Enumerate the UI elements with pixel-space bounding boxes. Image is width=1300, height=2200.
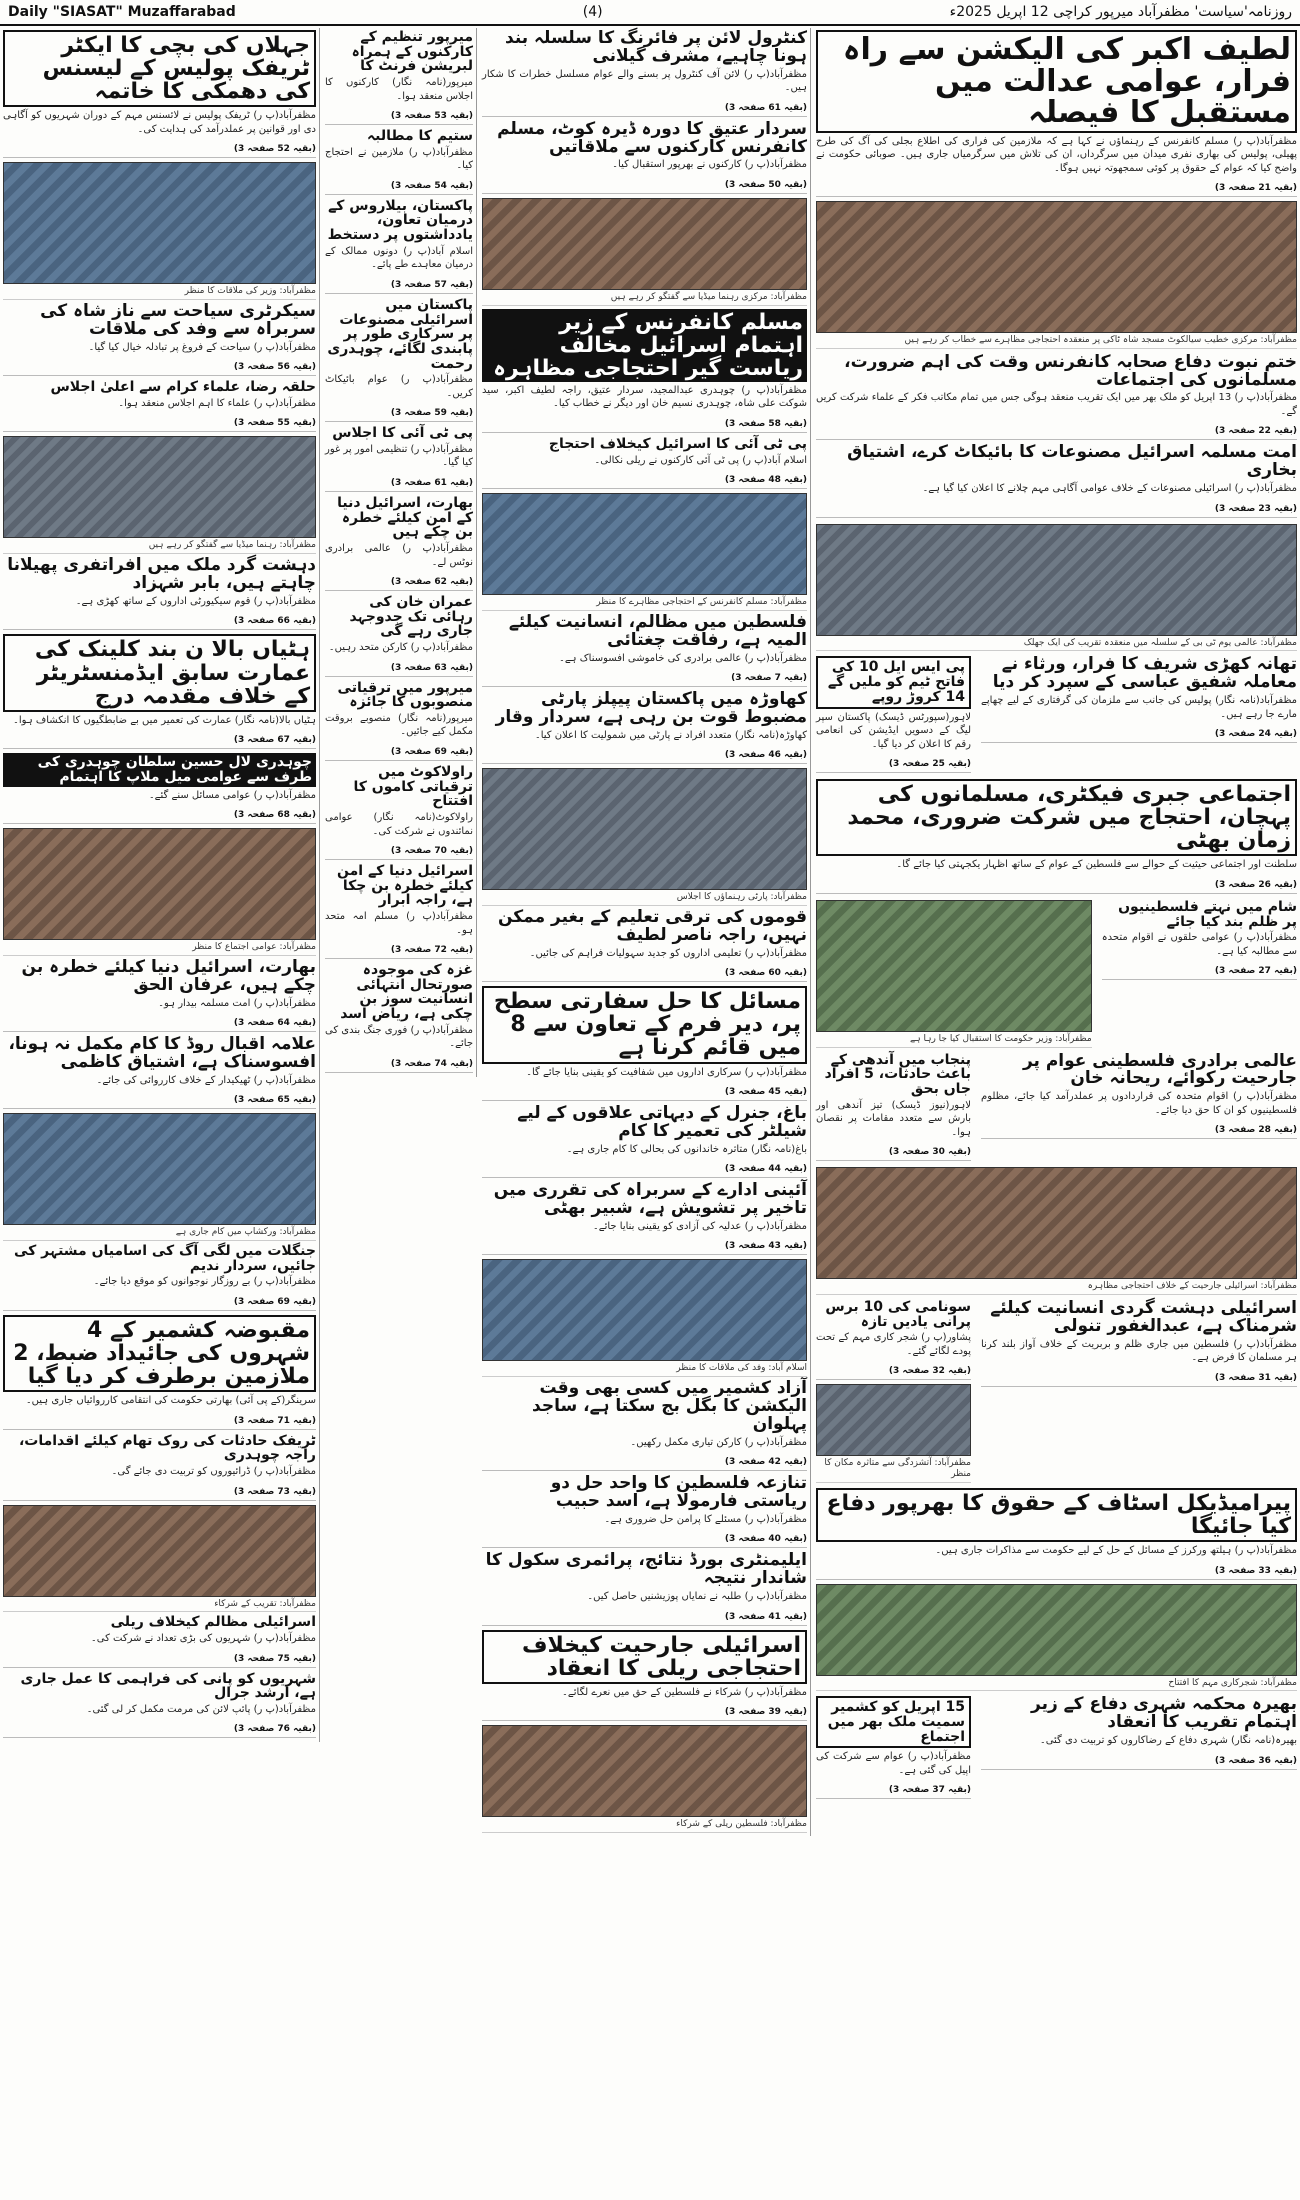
story-body: مظفرآباد(پ ر) سرکاری اداروں میں شفافیت کو یقینی بنایا جائے گا۔ <box>526 1066 807 1078</box>
continuation: (بقیہ 42 صفحہ 3) <box>724 1457 807 1468</box>
masthead-title: Daily "SIASAT" Muzaffarabad <box>8 4 236 20</box>
column-center-left <box>322 28 477 1077</box>
story-body: مظفرآباد(پ ر) 13 اپریل کو ملک بھر میں ایک تقریب منعقد ہوگی جس میں تمام مکاتب فکر کے علماء شرکت کریں گے۔ <box>816 392 1298 417</box>
photo-crowd <box>816 201 1297 333</box>
continuation: (بقیہ 74 صفحہ 3) <box>390 1058 473 1069</box>
continuation: (بقیہ 65 صفحہ 3) <box>233 1095 316 1106</box>
photo-burned-house <box>816 1384 971 1456</box>
story <box>3 1672 316 1739</box>
story <box>3 1434 316 1501</box>
story-body: مظفرآباد(پ ر) تعلیمی اداروں کو جدید سہولیات فراہم کی جائیں۔ <box>529 947 807 959</box>
story <box>3 1036 316 1109</box>
photo-caption: مظفرآباد: تقریب کے شرکاء <box>3 1599 316 1613</box>
story <box>816 779 1297 894</box>
story-body: مظفرآباد(پ ر) عوامی مسائل سنے گئے۔ <box>148 789 316 801</box>
story-body: پشاور(پ ر) شجر کاری مہم کے تحت پودے لگائے گئے۔ <box>816 1332 971 1357</box>
story-body: میرپور(نامہ نگار) کارکنوں کا اجلاس منعقد ہوا۔ <box>325 77 473 102</box>
photo-caption: مظفرآباد: اسرائیلی جارحیت کے خلاف احتجاجی مظاہرہ <box>816 1281 1297 1295</box>
continuation: (بقیہ 44 صفحہ 3) <box>724 1164 807 1175</box>
story <box>981 1050 1297 1140</box>
continuation: (بقیہ 76 صفحہ 3) <box>233 1724 316 1735</box>
story <box>325 298 473 422</box>
photo-protest-crowd <box>482 493 807 595</box>
story-body: مظفرآباد(پ ر) ملازمین نے احتجاج کیا۔ <box>325 146 473 172</box>
story <box>816 1300 971 1380</box>
story <box>482 1380 807 1471</box>
headline: ٹریفک حادثات کی روک تھام کیلئے اقدامات، راجہ چوہدری <box>18 1432 316 1464</box>
headline: باغ، جنرل کے دیہاتی علاقوں کے لیے شیلٹر کی تعمیر کا کام <box>517 1103 807 1141</box>
story-body: مظفرآباد(پ ر) کارکنوں نے بھرپور استقبال کیا۔ <box>612 159 807 171</box>
photo-caption: مظفرآباد: مرکزی خطیب سیالکوٹ مسجد شاہ ٹاکی پر منعقدہ احتجاجی مظاہرے سے خطاب کر رہے ہیں <box>816 335 1297 349</box>
headline: اسرائیلی جارحیت کیخلاف احتجاجی ریلی کا انعقاد <box>482 1630 807 1684</box>
story <box>3 956 316 1032</box>
story-body: مظفرآباد(پ ر) عالمی برادری نوٹس لے۔ <box>325 543 473 568</box>
story <box>3 753 316 824</box>
headline: دہشت گرد ملک میں افراتفری پھیلانا چاہتے ہیں، بابر شہزاد <box>7 555 316 594</box>
story <box>482 909 807 982</box>
story-body: لاہور(نیوز ڈیسک) تیز آندھی اور بارش سے متعدد مقامات پر نقصان ہوا۔ <box>816 1099 971 1138</box>
headline: امت مسلمہ اسرائیل مصنوعات کا بائیکاٹ کرے، اشتیاق بخاری <box>847 442 1297 481</box>
continuation: (بقیہ 23 صفحہ 3) <box>1214 503 1297 514</box>
story <box>482 1182 807 1255</box>
continuation: (بقیہ 61 صفحہ 3) <box>390 477 473 488</box>
story-body: مظفرآباد(پ ر) بے روزگار نوجوانوں کو موقع دیا جائے۔ <box>93 1276 316 1288</box>
headline: کنٹرول لائن پر فائرنگ کا سلسلہ بند ہونا چاہیے، مشرف گیلانی <box>505 28 807 66</box>
continuation: (بقیہ 60 صفحہ 3) <box>724 968 807 979</box>
photo-office-meeting <box>3 162 316 284</box>
continuation: (بقیہ 73 صفحہ 3) <box>233 1486 316 1497</box>
continuation: (بقیہ 26 صفحہ 3) <box>1214 879 1297 890</box>
story-body: سرینگر(کے پی آئی) بھارتی حکومت کی انتقامی کارروائیاں جاری ہیں۔ <box>25 1395 316 1407</box>
continuation: (بقیہ 30 صفحہ 3) <box>888 1147 971 1158</box>
continuation: (بقیہ 69 صفحہ 3) <box>390 746 473 757</box>
story-body: ہٹیاں بالا(نامہ نگار) عمارت کی تعمیر میں بے ضابطگیوں کا انکشاف ہوا۔ <box>13 714 316 726</box>
continuation: (بقیہ 46 صفحہ 3) <box>724 750 807 761</box>
headline: میرپور تنظیم کے کارکنوں کے ہمراہ لبریشن فرنٹ کا <box>351 29 473 75</box>
story <box>482 1552 807 1625</box>
continuation: (بقیہ 32 صفحہ 3) <box>888 1366 971 1377</box>
story-body: مظفرآباد(پ ر) کارکن متحد رہیں۔ <box>328 642 473 654</box>
continuation: (بقیہ 70 صفحہ 3) <box>390 846 473 856</box>
story-body: مظفرآباد(پ ر) فلسطین میں جاری ظلم و بربریت کے خلاف آواز بلند کرنا ہر مسلمان کا فرض ہے۔ <box>981 1338 1297 1364</box>
photo-caption: مظفرآباد: پارٹی رہنماؤں کا اجلاس <box>482 892 807 906</box>
headline: پیرامیڈیکل اسٹاف کے حقوق کا بھرپور دفاع کیا جائیگا <box>816 1488 1297 1542</box>
headline: چوہدری لال حسین سلطان چوہدری کی طرف سے عوامی میل ملاپ کا اہتمام <box>3 753 316 786</box>
story <box>482 1630 807 1722</box>
story <box>325 963 473 1073</box>
photo-caption: مظفرآباد: وزیر حکومت کا استقبال کیا جا رہا ہے <box>816 1034 1092 1048</box>
story-body: مظفرآباد(پ ر) کارکن تیاری مکمل رکھیں۔ <box>630 1436 807 1448</box>
story <box>482 691 807 764</box>
continuation: (بقیہ 27 صفحہ 3) <box>1214 966 1297 977</box>
headline: پاکستان، بیلاروس کے درمیان تعاون، یادداشتوں پر دستخط <box>327 197 473 244</box>
continuation: (بقیہ 25 صفحہ 3) <box>888 759 971 770</box>
headline: جہلاں کی بچی کا ایکٹر ٹریفک پولیس کے لیسنس کی دھمکی کا خاتمہ <box>3 30 316 107</box>
continuation: (بقیہ 71 صفحہ 3) <box>233 1415 316 1426</box>
headline: اسرائیل دنیا کے امن کیلئے خطرہ بن چکا ہے، راجہ ابرار <box>337 863 473 909</box>
continuation: (بقیہ 57 صفحہ 3) <box>390 279 473 290</box>
continuation: (بقیہ 58 صفحہ 3) <box>724 418 807 429</box>
photo-caption: مظفرآباد: ورکشاپ میں کام جاری ہے <box>3 1227 316 1241</box>
headline: سردار عتیق کا دورہ ڈیرہ کوٹ، مسلم کانفرنس کارکنوں سے ملاقاتیں <box>497 118 807 157</box>
story-body: مظفرآباد(پ ر) شہریوں کی بڑی تعداد نے شرکت کی۔ <box>90 1633 316 1645</box>
headline: مسلم کانفرنس کے زیر اہتمام اسرائیل مخالف ریاست گیر احتجاجی مظاہرہ <box>482 309 807 382</box>
photo-caption: مظفرآباد: مسلم کانفرنس کے احتجاجی مظاہرے کا منظر <box>482 597 807 611</box>
story-body: مظفرآباد(پ ر) ہیلتھ ورکرز کے مسائل کے حل کے لیے حکومت سے مذاکرات جاری ہیں۔ <box>935 1545 1297 1557</box>
story <box>482 437 807 489</box>
headline: مقبوضہ کشمیر کے 4 شہروں کی جائیداد ضبط، 2 ملازمین برطرف کر دیا گیا <box>3 1315 316 1392</box>
story-body: مظفرآباد(پ ر) اقوام متحدہ کی قراردادوں پر عملدرآمد کیا جائے، مظلوم فلسطینیوں کو ان کا حق دیا جائے۔ <box>981 1091 1297 1116</box>
continuation: (بقیہ 33 صفحہ 3) <box>1214 1565 1297 1576</box>
headline: تنازعہ فلسطین کا واحد حل دو ریاستی فارمولا ہے، اسد حبیب <box>550 1473 807 1512</box>
headline: پی ٹی آئی کا اجلاس <box>332 425 473 442</box>
headline: شام میں نہتے فلسطینیوں پر ظلم بند کیا جائے <box>1118 898 1297 930</box>
photo-party-meeting <box>482 768 807 890</box>
story <box>981 656 1297 743</box>
continuation: (بقیہ 41 صفحہ 3) <box>724 1611 807 1622</box>
headline: پی ایس ایل 10 کی فاتح ٹیم کو ملیں گے 14 کروڑ روپے <box>816 656 971 708</box>
story <box>981 1297 1297 1387</box>
continuation: (بقیہ 75 صفحہ 3) <box>233 1653 316 1664</box>
headline: کھاوڑہ میں پاکستان پیپلز پارٹی مضبوط قوت بن رہی ہے، سردار وقار <box>495 689 807 727</box>
story-body: میرپور(نامہ نگار) منصوبے بروقت مکمل کیے جائیں۔ <box>325 712 473 738</box>
headline: میرپور میں ترقیاتی منصوبوں کا جائزہ <box>337 679 473 711</box>
story-body: مظفرآباد(پ ر) چوہدری عبدالمجید، سردار عتیق، راجہ لطیف اکبر، سید شوکت علی شاہ، چوہدری نسیم خان اور دیگر نے خطاب کیا۔ <box>482 384 807 410</box>
continuation: (بقیہ 31 صفحہ 3) <box>1214 1372 1297 1383</box>
photo-women-gathering <box>816 524 1297 636</box>
headline: بھیرہ محکمہ شہری دفاع کے زیر اہتمام تقریب کا انعقاد <box>1031 1694 1297 1733</box>
continuation: (بقیہ 54 صفحہ 3) <box>390 180 473 191</box>
continuation: (بقیہ 48 صفحہ 3) <box>724 475 807 486</box>
headline: بھارت، اسرائیل دنیا کیلئے خطرہ بن چکے ہیں، عرفان الحق <box>21 956 316 995</box>
column-center-right <box>479 28 811 1836</box>
headline: ختم نبوت دفاع صحابہ کانفرنس وقت کی اہم ضرورت، مسلمانوں کی اجتماعات <box>844 351 1297 390</box>
story <box>3 1244 316 1311</box>
story <box>1102 900 1297 980</box>
story <box>325 595 473 677</box>
headline: 15 اپریل کو کشمیر سمیت ملک بھر میں اجتماع <box>816 1696 971 1748</box>
headline: علامہ اقبال روڈ کا کام مکمل نہ ہونا، افسوسناک ہے، اشتیاق کاظمی <box>8 1034 316 1072</box>
headline: پاکستان میں اسرائیلی مصنوعات پر سرکاری طور پر پابندی لگائے، چوہدری رحمت <box>327 296 473 372</box>
story-body: اسلام آباد(پ ر) پی ٹی آئی کارکنوں نے ریلی نکالی۔ <box>594 454 807 466</box>
masthead-date: روزنامہ'سیاست' مظفرآباد میرپور کراچی 12 اپریل 2025ء <box>949 4 1292 20</box>
continuation: (بقیہ 40 صفحہ 3) <box>724 1534 807 1545</box>
continuation: (بقیہ 64 صفحہ 3) <box>233 1018 316 1029</box>
story <box>325 30 473 125</box>
story-body: مظفرآباد(پ ر) سیاحت کے فروغ پر تبادلہ خیال کیا گیا۔ <box>88 341 316 353</box>
continuation: (بقیہ 39 صفحہ 3) <box>724 1707 807 1718</box>
headline: فلسطین میں مظالم، انسانیت کیلئے المیہ ہے، رفاقت چغتائی <box>508 611 807 650</box>
continuation: (بقیہ 59 صفحہ 3) <box>390 408 473 419</box>
headline: پی ٹی آئی کا اسرائیل کیخلاف احتجاج <box>548 435 807 452</box>
lead-story <box>816 30 1297 197</box>
continuation: (بقیہ 37 صفحہ 3) <box>888 1785 971 1796</box>
photo-workshop <box>3 1113 316 1225</box>
continuation: (بقیہ 43 صفحہ 3) <box>724 1241 807 1252</box>
headline: بھارت، اسرائیل دنیا کے امن کیلئے خطرہ بن چکے ہیں <box>337 494 473 541</box>
story-body: مظفرآباد(پ ر) ٹھیکیدار کے خلاف کارروائی کی جائے۔ <box>96 1074 316 1086</box>
photo-caption: مظفرآباد: شجرکاری مہم کا افتتاح <box>816 1678 1297 1692</box>
photo-delegation <box>482 1259 807 1361</box>
continuation: (بقیہ 50 صفحہ 3) <box>724 179 807 190</box>
story-body: مظفرآباد(پ ر) عالمی برادری کی خاموشی افسوسناک ہے۔ <box>558 652 807 664</box>
story-body: مظفرآباد(پ ر) تنظیمی امور پر غور کیا گیا۔ <box>325 443 473 469</box>
story <box>3 1615 316 1667</box>
continuation: (بقیہ 53 صفحہ 3) <box>390 111 473 122</box>
story <box>325 681 473 761</box>
headline: شہریوں کو پانی کی فراہمی کا عمل جاری ہے، ارشد جرال <box>20 1670 316 1702</box>
photo-caption: مظفرآباد: وزیر کی ملاقات کا منظر <box>3 286 316 300</box>
story <box>3 1315 316 1430</box>
photo-caption: اسلام آباد: وفد کی ملاقات کا منظر <box>482 1363 807 1377</box>
story-body: مظفرآباد(پ ر) قوم سیکیورٹی اداروں کے ساتھ کھڑی ہے۔ <box>75 595 316 607</box>
story-body: مظفرآباد(پ ر) مسئلے کا پرامن حل ضروری ہے۔ <box>604 1513 807 1525</box>
story-body: مظفرآباد(پ ر) ٹریفک پولیس نے لائسنس مہم کے دوران شہریوں کو آگاہی دی اور قوانین پر عملدرآمد کی ہدایت کی۔ <box>3 110 316 135</box>
headline: اسرائیلی دہشت گردی انسانیت کیلئے شرمناک ہے، عبدالغفور تنولی <box>990 1297 1297 1336</box>
continuation: (بقیہ 68 صفحہ 3) <box>233 810 316 821</box>
continuation: (بقیہ 66 صفحہ 3) <box>233 616 316 627</box>
continuation: (بقیہ 45 صفحہ 3) <box>724 1087 807 1098</box>
headline: ایلیمنٹری بورڈ نتائج، پرائمری سکول کا شاندار نتیجہ <box>485 1550 807 1589</box>
story-body: راولاکوٹ(نامہ نگار) عوامی نمائندوں نے شرکت کی۔ <box>325 812 473 837</box>
continuation: (بقیہ 52 صفحہ 3) <box>233 144 316 155</box>
headline: غزہ کی موجودہ صورتحال انتہائی انسانیت سوز بن چکی ہے، ریاض اسد <box>340 962 473 1023</box>
continuation: (بقیہ 69 صفحہ 3) <box>233 1296 316 1307</box>
continuation: (بقیہ 21 صفحہ 3) <box>1214 183 1297 193</box>
continuation: (بقیہ 36 صفحہ 3) <box>1214 1755 1297 1766</box>
continuation: (بقیہ 56 صفحہ 3) <box>233 362 316 373</box>
story <box>816 1488 1297 1580</box>
headline: قوموں کی ترقی تعلیم کے بغیر ممکن نہیں، راجہ ناصر لطیف <box>497 907 807 945</box>
headline: راولاکوٹ میں ترقیاتی کاموں کا افتتاح <box>353 763 473 810</box>
headline: حلقہ رضا، علماء کرام سے اعلیٰ اجلاس <box>50 379 316 396</box>
story-body: مظفرآباد(پ ر) عدلیہ کی آزادی کو یقینی بنایا جائے۔ <box>592 1220 807 1232</box>
headline: تھانہ کھڑی شریف کا فرار، ورثاء نے معاملہ شفیق عباسی کے سپرد کر دیا <box>992 654 1297 693</box>
story <box>482 1475 807 1548</box>
story <box>325 426 473 492</box>
continuation: (بقیہ 63 صفحہ 3) <box>390 662 473 673</box>
story <box>981 1696 1297 1769</box>
photo-official-meeting <box>816 900 1092 1032</box>
story-body: بھیرہ(نامہ نگار) شہری دفاع کے رضاکاروں کو تربیت دی گئی۔ <box>1039 1735 1297 1747</box>
story <box>325 129 473 195</box>
story-body: مظفرآباد(پ ر) علماء کا اہم اجلاس منعقد ہوا۔ <box>118 397 316 409</box>
story-body: لاہور(سپورٹس ڈیسک) پاکستان سپر لیگ کے دسویں ایڈیشن کی انعامی رقم کا اعلان کر دیا گیا۔ <box>816 711 971 750</box>
headline: اسرائیلی مظالم کیخلاف ریلی <box>110 1614 316 1631</box>
story-body: مظفرآباد(پ ر) عوامی حلقوں نے اقوام متحدہ سے مطالبہ کیا ہے۔ <box>1101 932 1297 957</box>
story <box>816 1696 971 1799</box>
page-number: (4) <box>582 4 603 20</box>
headline: سیکرٹری سیاحت سے ناز شاہ کی سربراہ سے وفد کی ملاقات <box>40 301 316 339</box>
headline: اجتماعی جبری فیکٹری، مسلمانوں کی پہچان، احتجاج میں شرکت ضروری، محمد زمان بھٹی <box>816 779 1297 856</box>
continuation: (بقیہ 24 صفحہ 3) <box>1214 729 1297 740</box>
photo-caption: مظفرآباد: فلسطین ریلی کے شرکاء <box>482 1819 807 1833</box>
story-body: مظفرآباد(پ ر) مسلم کانفرنس کے رہنماؤں نے کہا ہے کہ ملازمین کی فراری کی اطلاع بجلی کی آگ کی طرح پھیلی، پولیس کی بھاری نفری میدان میں سرگرداں، ان کی تلاش میں سرگرمیاں جاری ہیں۔ صوبائی حکومت نے واضح کیا کہ عوام کے حقوق پر کوئی سمجھوتہ نہیں ہوگا۔ <box>816 135 1297 174</box>
story-body: مظفرآباد(پ ر) مسلم امہ متحد ہو۔ <box>325 911 473 936</box>
headline: لطیف اکبر کی الیکشن سے راہ فرار، عوامی عدالت میں مستقبل کا فیصلہ <box>816 30 1297 133</box>
story <box>482 986 807 1101</box>
continuation: (بقیہ 61 صفحہ 3) <box>724 102 807 113</box>
story-body: مظفرآباد(پ ر) اسرائیلی مصنوعات کے خلاف عوامی آگاہی مہم چلانے کا اعلان کیا گیا ہے۔ <box>922 483 1297 495</box>
story <box>325 199 473 294</box>
story-body: سلطنت اور اجتماعی حیثیت کے حوالے سے فلسطین کے عوام کے ساتھ اظہار یکجہتی کیا جائے گا۔ <box>896 859 1297 871</box>
photo-caption: مظفرآباد: رہنما میڈیا سے گفتگو کر رہے ہیں <box>3 540 316 554</box>
continuation: (بقیہ 67 صفحہ 3) <box>233 735 316 746</box>
photo-press-conference <box>3 436 316 538</box>
story <box>482 1105 807 1178</box>
photo-public-gathering <box>3 828 316 940</box>
story <box>3 303 316 376</box>
photo-tree-planting <box>816 1584 1297 1676</box>
headline: مسائل کا حل سفارتی سطح پر، دیر فرم کے تعاون سے 8 میں قائم کرنا ہے <box>482 986 807 1063</box>
story <box>3 634 316 749</box>
story-body: مظفرآباد(پ ر) عوام بائیکاٹ کریں۔ <box>325 374 473 399</box>
story <box>3 380 316 432</box>
continuation: (بقیہ 7 صفحہ 3) <box>731 673 807 684</box>
headline: آئینی ادارے کے سربراہ کی تقرری میں تاخیر پر تشویش ہے، شبیر بھٹی <box>493 1180 807 1219</box>
continuation: (بقیہ 28 صفحہ 3) <box>1214 1125 1297 1136</box>
story <box>816 1053 971 1162</box>
continuation: (بقیہ 62 صفحہ 3) <box>390 577 473 587</box>
story-body: مظفرآباد(پ ر) فوری جنگ بندی کی جائے۔ <box>325 1024 473 1050</box>
story <box>325 765 473 860</box>
photo-caption: مظفرآباد: آتشزدگی سے متاثرہ مکان کا منظر <box>816 1458 971 1483</box>
column-left <box>0 28 320 1742</box>
story <box>482 309 807 433</box>
story <box>816 656 971 773</box>
continuation: (بقیہ 72 صفحہ 3) <box>390 945 473 956</box>
headline: ہٹیاں بالا ن بند کلینک کی عمارت سابق ایڈمنسٹریٹر کے خلاف مقدمہ درج <box>3 634 316 711</box>
story <box>482 118 807 194</box>
story <box>482 611 807 687</box>
headline: پنجاب میں آندھی کے باعث حادثات، 5 افراد جاں بحق <box>824 1051 971 1097</box>
story <box>3 557 316 630</box>
photo-event-attendees <box>3 1505 316 1597</box>
story-body: باغ(نامہ نگار) متاثرہ خاندانوں کی بحالی کا کام جاری ہے۔ <box>566 1143 807 1155</box>
photo-caption: مظفرآباد: عوامی اجتماع کا منظر <box>3 942 316 956</box>
story-body: مظفرآباد(پ ر) پائپ لائن کی مرمت مکمل کر لی گئی۔ <box>86 1703 316 1715</box>
photo-caption: مظفرآباد: عالمی یوم ٹی بی کے سلسلہ میں منعقدہ تقریب کی ایک جھلک <box>816 638 1297 652</box>
photo-protest-banner <box>816 1167 1297 1279</box>
photo-rally <box>482 1725 807 1817</box>
story <box>816 444 1297 517</box>
headline: آزاد کشمیر میں کسی بھی وقت الیکشن کا بگل بج سکتا ہے، ساجد پہلوان <box>532 1378 807 1434</box>
story <box>325 864 473 959</box>
photo-caption: مظفرآباد: مرکزی رہنما میڈیا سے گفتگو کر رہے ہیں <box>482 292 807 306</box>
story-body: مظفرآباد(پ ر) طلبہ نے نمایاں پوزیشنیں حاصل کیں۔ <box>587 1591 807 1603</box>
story-body: مظفرآباد(پ ر) عوام سے شرکت کی اپیل کی گئی ہے۔ <box>816 1751 971 1776</box>
story-body: مظفرآباد(پ ر) لائن آف کنٹرول پر بسنے والے عوام مسلسل خطرات کا شکار ہیں۔ <box>482 68 807 94</box>
column-right <box>813 28 1300 1803</box>
story-body: مظفرآباد(پ ر) ڈرائیوروں کو تربیت دی جائے گی۔ <box>111 1466 316 1478</box>
headline: ستیم کا مطالبہ <box>366 128 473 145</box>
story <box>3 30 316 158</box>
story <box>325 496 473 591</box>
headline: عمران خان کی رہائی تک جدوجہد جاری رہے گی <box>349 594 473 640</box>
story-body: مظفرآباد(پ ر) امت مسلمہ بیدار ہو۔ <box>158 997 316 1009</box>
story <box>482 30 807 117</box>
photo-press-talk <box>482 198 807 290</box>
masthead <box>0 0 1300 26</box>
story-body: مظفرآباد(پ ر) شرکاء نے فلسطین کے حق میں نعرے لگائے۔ <box>562 1686 807 1698</box>
headline: جنگلات میں لگی آگ کی اسامیاں مشتہر کی جائیں، سردار ندیم <box>13 1243 316 1274</box>
headline: عالمی برادری فلسطینی عوام پر جارحیت رکوائے، ریحانہ خان <box>1022 1050 1297 1089</box>
story-body: اسلام آباد(پ ر) دونوں ممالک کے درمیان معاہدے طے پائے۔ <box>325 245 473 271</box>
headline: سونامی کی 10 برس پرانی یادیں تازہ <box>825 1298 971 1330</box>
story-body: کھاوڑہ(نامہ نگار) متعدد افراد نے پارٹی میں شمولیت کا اعلان کیا۔ <box>534 729 807 741</box>
story <box>816 351 1298 441</box>
continuation: (بقیہ 22 صفحہ 3) <box>1214 426 1297 437</box>
continuation: (بقیہ 55 صفحہ 3) <box>233 418 316 429</box>
story-body: مظفرآباد(نامہ نگار) پولیس کی جانب سے ملزمان کی گرفتاری کے لیے چھاپے مارے جا رہے ہیں۔ <box>981 695 1297 720</box>
